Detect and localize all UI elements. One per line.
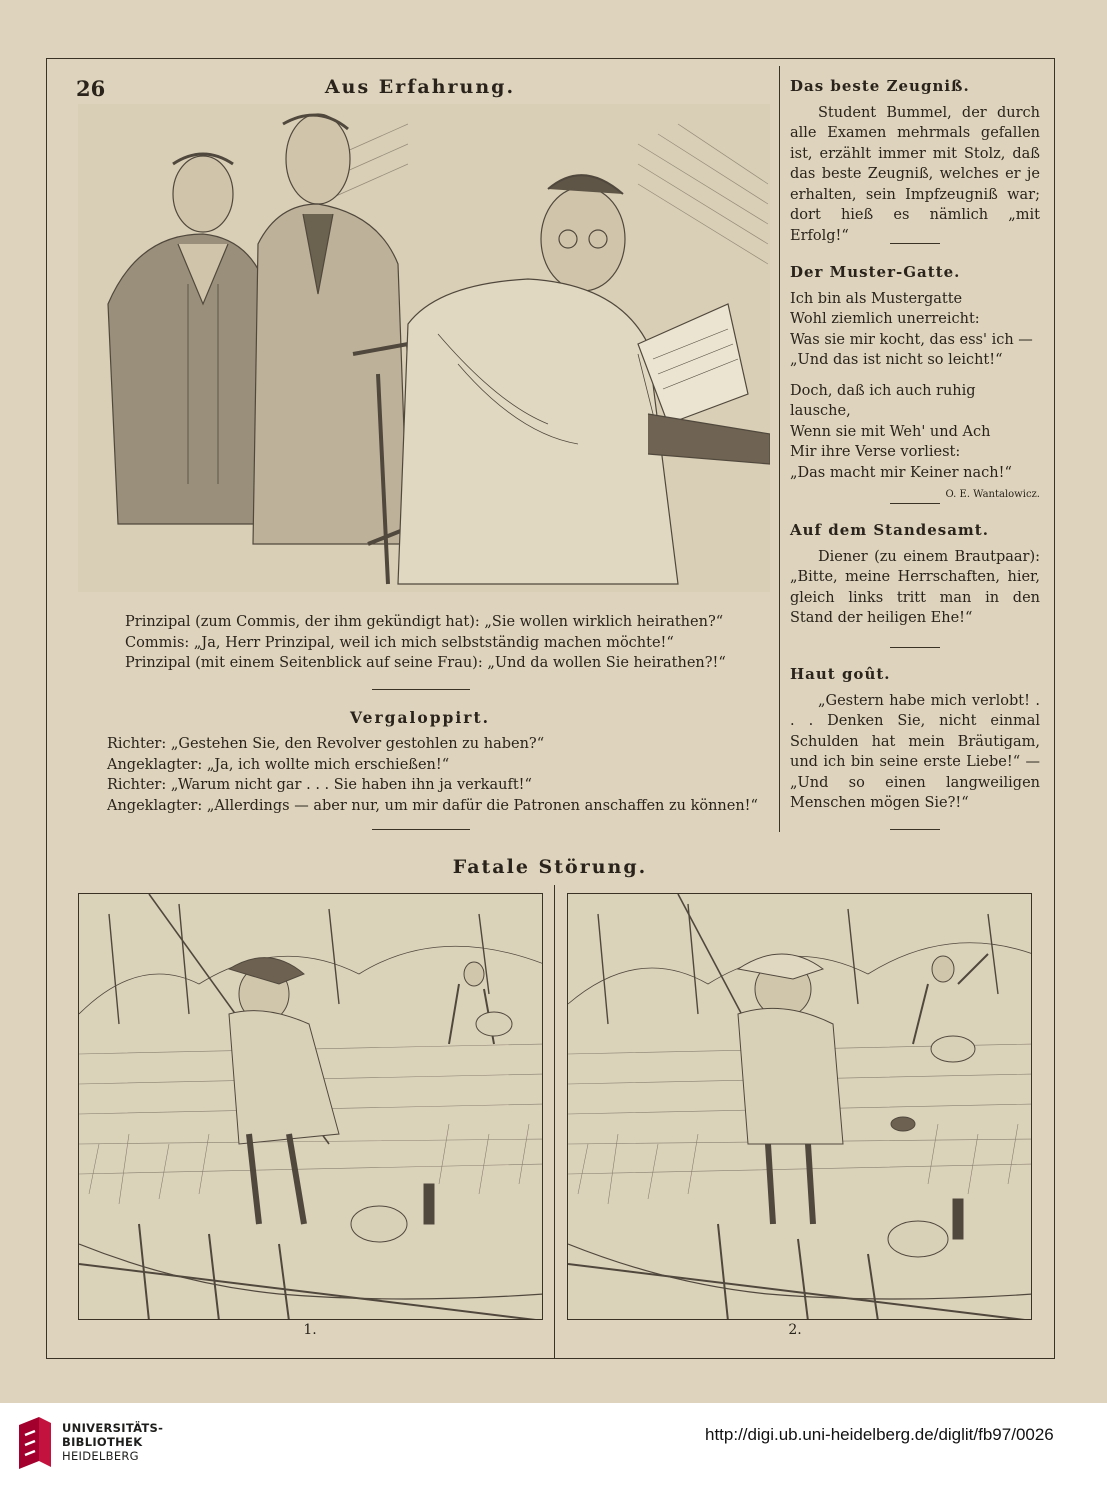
poem-stanza-1: [790, 289, 1040, 371]
dialogue-line: Prinzipal (mit einem Seitenblick auf seine Frau): „Und da wollen Sie heirathen?!“: [125, 655, 726, 671]
separator: [890, 829, 940, 830]
dialogue-line: Richter: „Gestehen Sie, den Revolver gestohlen zu haben?“: [107, 736, 545, 752]
separator: [372, 689, 470, 690]
dialogue-line: Commis: „Ja, Herr Prinzipal, weil ich mich selbstständig machen möchte!“: [125, 634, 674, 651]
zeugniss-title: Das beste Zeugniß.: [790, 77, 970, 95]
poem-stanza-2: [790, 381, 1040, 484]
poem-line: „Das macht mir Keiner nach!“: [790, 464, 1012, 481]
panel-divider: [554, 885, 555, 1359]
dialogue-line: Prinzipal (zum Commis, der ihm gekündigt hat): „Sie wollen wirklich heirathen?“: [125, 614, 724, 630]
source-url-link[interactable]: http://digi.ub.uni-heidelberg.de/diglit/fb97/0026: [705, 1425, 1054, 1444]
separator: [372, 829, 470, 830]
library-name: [62, 1421, 163, 1463]
hautgout-title: Haut goût.: [790, 665, 891, 683]
article-standesamt: [790, 520, 1040, 629]
library-footer: [0, 1403, 1107, 1485]
vergaloppirt-text: [107, 734, 777, 816]
dialogue-line: Richter: „Warum nicht gar . . . Sie haben ihn ja verkauft!“: [107, 777, 532, 793]
cartoon-dialogue: [125, 612, 775, 674]
library-name-line: BIBLIOTHEK: [62, 1435, 143, 1449]
article-mustergatte: [790, 262, 1040, 506]
main-title: Aus Erfahrung.: [324, 76, 516, 98]
panel-2-label: 2.: [788, 1322, 802, 1338]
page-number: 26: [76, 76, 106, 101]
library-name-line: HEIDELBERG: [62, 1449, 139, 1463]
column-rule: [779, 66, 780, 832]
hautgout-text: „Gestern habe mich verlobt! . . . Denken Sie, nicht einmal Schulden hat mein Bräutigam, und ich bin seine erste Liebe!“ — „Und so einen langweiligen Menschen mögen Sie?!“: [790, 692, 1040, 811]
library-logo-icon: [13, 1415, 55, 1473]
cartoon-panel-1: [78, 893, 543, 1320]
article-hautgout: [790, 664, 1040, 814]
standesamt-text: Diener (zu einem Brautpaar): „Bitte, meine Herrschaften, hier, gleich links tritt man in den Stand der heiligen Ehe!“: [790, 548, 1040, 626]
poem-line: „Und das ist nicht so leicht!“: [790, 352, 1003, 368]
mustergatte-title: Der Muster-Gatte.: [790, 263, 961, 281]
cartoon-illustration: [78, 104, 770, 592]
fatale-title: Fatale Störung.: [452, 856, 648, 878]
separator: [890, 647, 940, 648]
poem-line: Wenn sie mit Weh' und Ach: [790, 423, 991, 440]
dialogue-line: Angeklagter: „Allerdings — aber nur, um mir dafür die Patronen anschaffen zu können!“: [107, 797, 758, 814]
panel-1-label: 1.: [303, 1322, 317, 1338]
dialogue-line: Angeklagter: „Ja, ich wollte mich erschießen!“: [107, 756, 450, 773]
zeugniss-text: Student Bummel, der durch alle Examen mehrmals gefallen ist, erzählt immer mit Stolz, daß das beste Zeugniß, welches er je erhalten, sein Impfzeugniß war; dort hieß es nämlich „mit Erfolg!“: [790, 104, 1040, 244]
separator: [890, 503, 940, 504]
cartoon-panel-2: [567, 893, 1032, 1320]
library-name-line: UNIVERSITÄTS-: [62, 1421, 164, 1435]
standesamt-title: Auf dem Standesamt.: [790, 521, 989, 539]
separator: [890, 243, 940, 244]
poem-line: Doch, daß ich auch ruhig lausche,: [790, 382, 976, 419]
poem-line: Was sie mir kocht, das ess' ich —: [790, 331, 1033, 348]
poem-line: Wohl ziemlich unerreicht:: [790, 311, 980, 327]
poem-line: Mir ihre Verse vorliest:: [790, 444, 961, 460]
poem-line: Ich bin als Mustergatte: [790, 290, 963, 307]
poem-author: O. E. Wantalowicz.: [945, 489, 1040, 500]
article-zeugniss: [790, 76, 1040, 246]
vergaloppirt-title: Vergaloppirt.: [349, 708, 491, 727]
